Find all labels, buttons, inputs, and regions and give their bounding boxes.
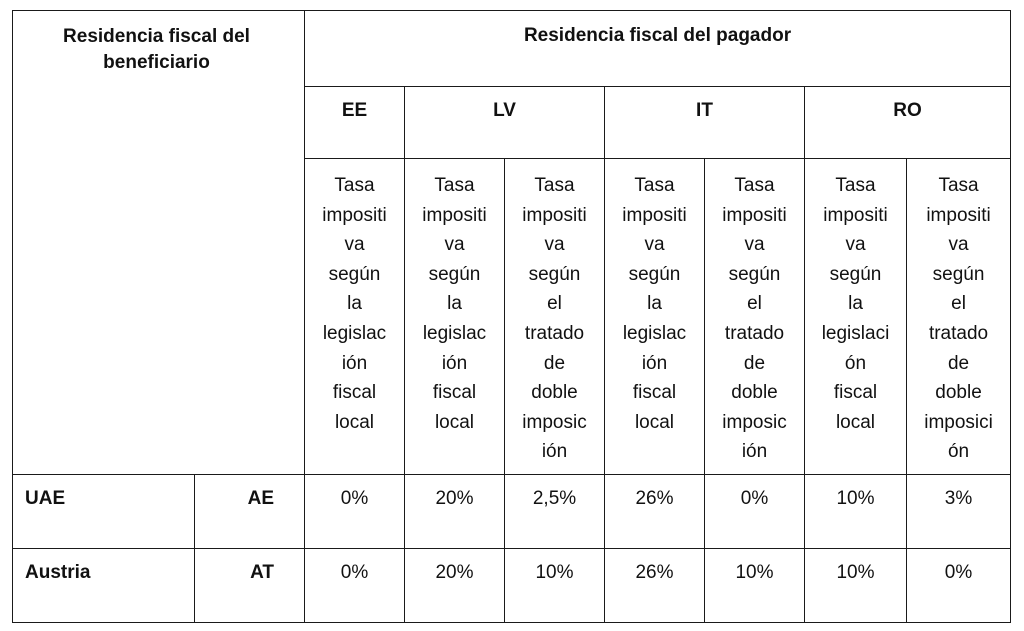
- beneficiary-residence-header: Residencia fiscal del beneficiario: [13, 11, 305, 87]
- tax-rate-table: [12, 10, 1011, 623]
- payer-country-it: IT: [605, 87, 805, 159]
- beneficiary-country-name: UAE: [13, 475, 195, 549]
- rate-column-header: Tasa impositi va según la legislac ión fiscal local: [405, 159, 505, 475]
- table-row: [13, 549, 1011, 623]
- payer-country-ee: EE: [305, 87, 405, 159]
- rate-cell: 2,5%: [505, 475, 605, 549]
- rate-cell: 10%: [705, 549, 805, 623]
- rate-cell: 10%: [805, 549, 907, 623]
- rate-cell: 20%: [405, 475, 505, 549]
- beneficiary-country-name: Austria: [13, 549, 195, 623]
- beneficiary-country-code: AT: [195, 549, 305, 623]
- payer-country-lv: LV: [405, 87, 605, 159]
- rate-cell: 10%: [505, 549, 605, 623]
- rate-cell: 10%: [805, 475, 907, 549]
- rate-column-header: Tasa impositi va según la legislac ión fiscal local: [305, 159, 405, 475]
- rate-cell: 0%: [907, 549, 1011, 623]
- header-blank-cell: [13, 87, 305, 475]
- rate-column-header: Tasa impositi va según el tratado de doble imposic ión: [505, 159, 605, 475]
- rate-cell: 26%: [605, 549, 705, 623]
- rate-cell: 0%: [305, 475, 405, 549]
- rate-column-header: Tasa impositi va según la legislac ión fiscal local: [605, 159, 705, 475]
- beneficiary-country-code: AE: [195, 475, 305, 549]
- rate-cell: 0%: [705, 475, 805, 549]
- header-row-2: [13, 87, 1011, 159]
- rate-column-header: Tasa impositi va según la legislaci ón fiscal local: [805, 159, 907, 475]
- rate-cell: 20%: [405, 549, 505, 623]
- rate-cell: 0%: [305, 549, 405, 623]
- header-row-1: [13, 11, 1011, 87]
- rate-cell: 3%: [907, 475, 1011, 549]
- table-row: [13, 475, 1011, 549]
- payer-residence-header: Residencia fiscal del pagador: [305, 11, 1011, 87]
- rate-column-header: Tasa impositi va según el tratado de doble imposici ón: [907, 159, 1011, 475]
- rate-cell: 26%: [605, 475, 705, 549]
- payer-country-ro: RO: [805, 87, 1011, 159]
- rate-column-header: Tasa impositi va según el tratado de doble imposic ión: [705, 159, 805, 475]
